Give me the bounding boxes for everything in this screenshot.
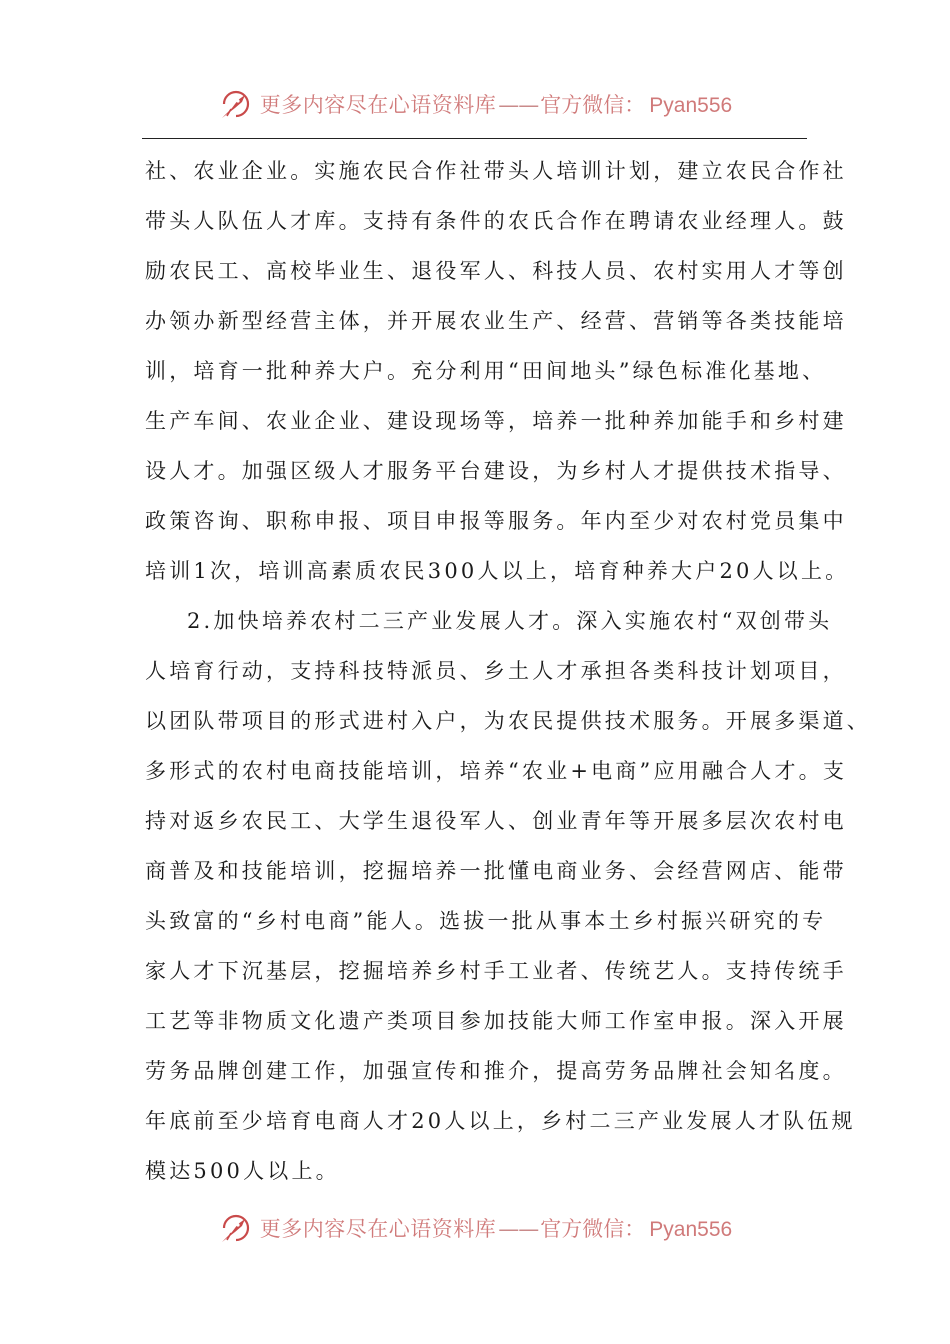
body-line: 以团队带项目的形式进村入户，为农民提供技术服务。开展多渠道、 (145, 709, 871, 733)
body-line: 带头人队伍人才库。支持有条件的农氏合作在聘请农业经理人。鼓 (145, 209, 847, 233)
body-line: 工艺等非物质文化遗产类项目参加技能大师工作室申报。深入开展 (145, 1009, 847, 1033)
body-line: 政策咨询、职称申报、项目申报等服务。年内至少对农村党员集中 (145, 509, 847, 533)
body-line: 商普及和技能培训，挖掘培养一批懂电商业务、会经营网店、能带 (145, 859, 847, 883)
body-line: 社、农业企业。实施农民合作社带头人培训计划，建立农民合作社 (145, 159, 847, 183)
body-line: 生产车间、农业企业、建设现场等，培养一批种养加能手和乡村建 (145, 409, 847, 433)
header-dash: —— (498, 93, 539, 117)
header-banner (0, 82, 950, 126)
body-line: 训，培育一批种养大户。充分利用“田间地头”绿色标准化基地、 (145, 359, 827, 383)
footer-wechat-id: Pyan556 (649, 1218, 733, 1241)
body-line: 多形式的农村电商技能培训，培养“农业+电商”应用融合人才。支 (145, 759, 848, 783)
header-site-text: 更多内容尽在心语资料库 (259, 93, 497, 117)
body-line: 劳务品牌创建工作，加强宣传和推介，提高劳务品牌社会知名度。 (145, 1059, 847, 1083)
footer-banner-text (260, 1213, 732, 1243)
paragraph-2-first-line: 2.加快培养农村二三产业发展人才。深入实施农村“双创带头 (187, 609, 833, 633)
document-body (145, 146, 871, 1196)
footer-banner (0, 1206, 950, 1250)
header-wechat-label: 官方微信： (540, 93, 646, 117)
pen-nib-logo-icon (218, 1210, 254, 1246)
header-banner-text (260, 89, 732, 119)
header-wechat-id: Pyan556 (649, 94, 733, 117)
body-line: 设人才。加强区级人才服务平台建设，为乡村人才提供技术指导、 (145, 459, 847, 483)
body-line: 励农民工、高校毕业生、退役军人、科技人员、农村实用人才等创 (145, 259, 847, 283)
body-line: 年底前至少培育电商人才20人以上，乡村二三产业发展人才队伍规 (145, 1109, 856, 1133)
body-line: 办领办新型经营主体，并开展农业生产、经营、营销等各类技能培 (145, 309, 847, 333)
footer-dash: —— (498, 1217, 539, 1241)
body-line: 家人才下沉基层，挖掘培养乡村手工业者、传统艺人。支持传统手 (145, 959, 847, 983)
body-line: 头致富的“乡村电商”能人。选拔一批从事本土乡村振兴研究的专 (145, 909, 827, 933)
body-line: 持对返乡农民工、大学生退役军人、创业青年等开展多层次农村电 (145, 809, 847, 833)
body-line: 模达500人以上。 (145, 1159, 340, 1183)
body-line: 培训1次，培训高素质农民300人以上，培育种养大户20人以上。 (145, 559, 850, 583)
footer-wechat-label: 官方微信： (540, 1217, 646, 1241)
header-divider (142, 138, 807, 139)
pen-nib-logo-icon (218, 86, 254, 122)
footer-site-text: 更多内容尽在心语资料库 (259, 1217, 497, 1241)
body-line: 人培育行动，支持科技特派员、乡土人才承担各类科技计划项目， (145, 659, 847, 683)
